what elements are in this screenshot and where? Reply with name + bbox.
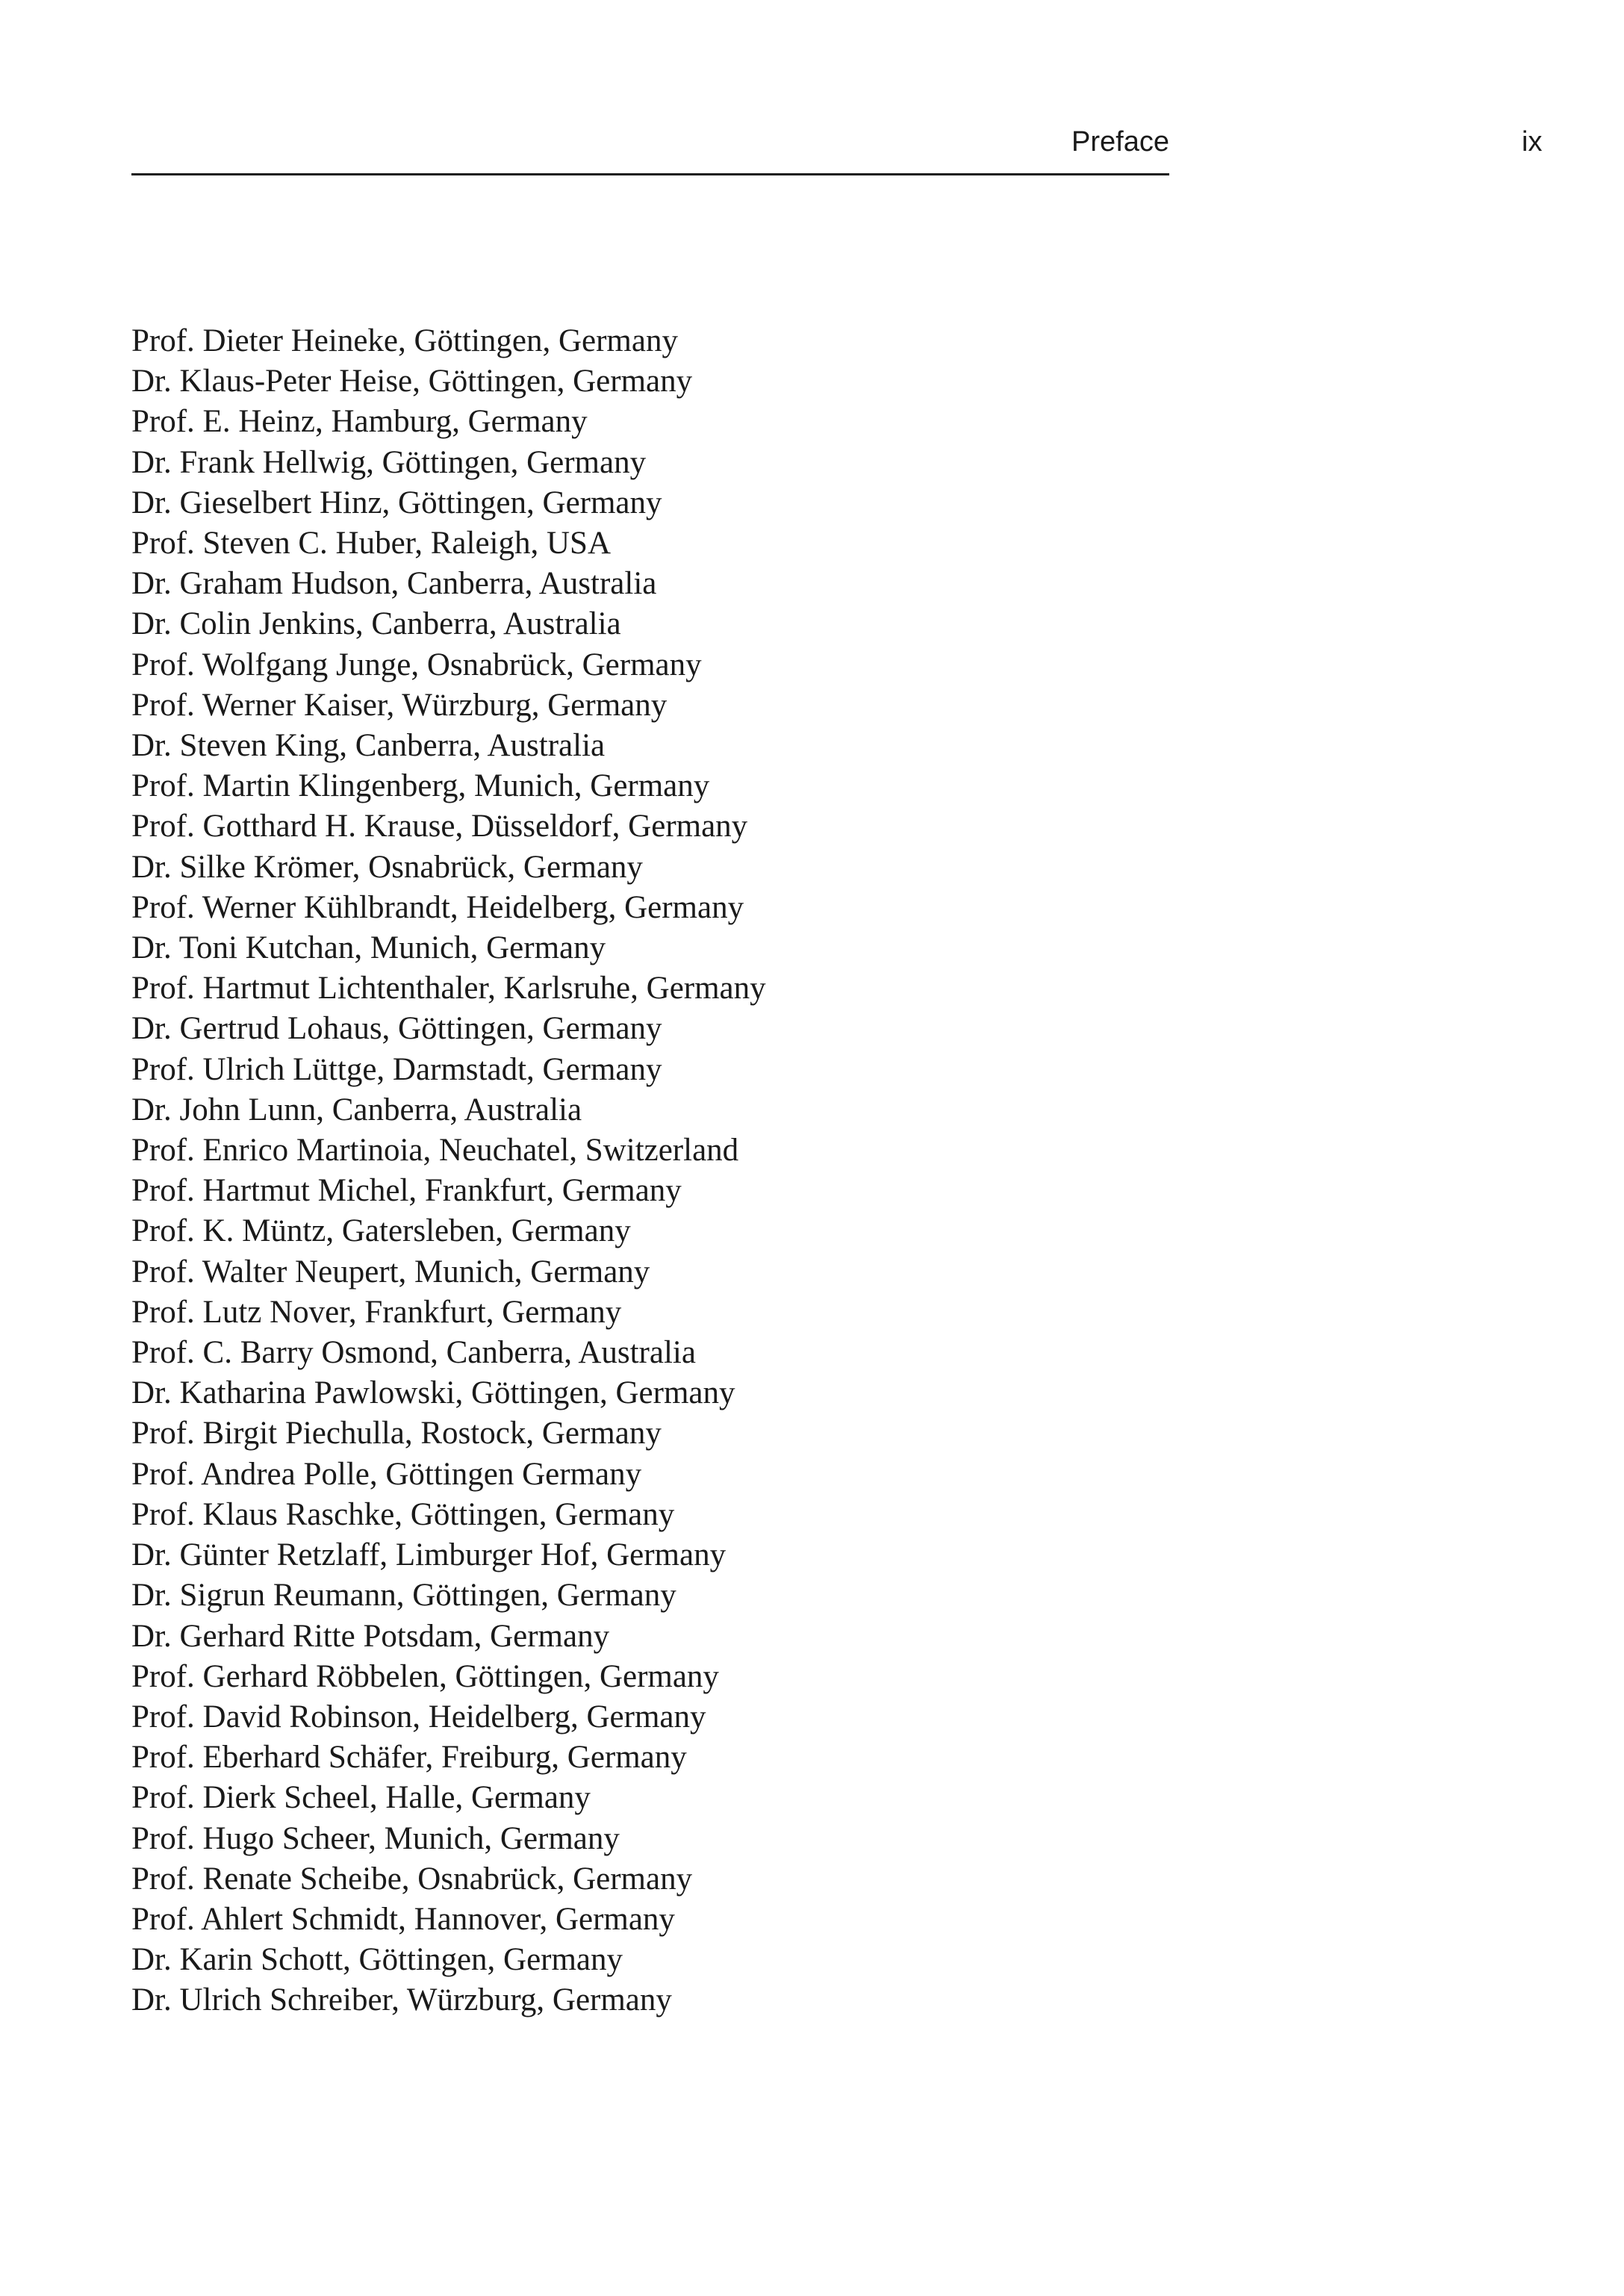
acknowledgement-entry: Prof. K. Müntz, Gatersleben, Germany (131, 1213, 631, 1249)
acknowledgement-entry: Dr. Gieselbert Hinz, Göttingen, Germany (131, 485, 662, 520)
acknowledgement-entry: Dr. Ulrich Schreiber, Würzburg, Germany (131, 1982, 672, 2018)
acknowledgement-entry: Prof. Ulrich Lüttge, Darmstadt, Germany (131, 1051, 662, 1087)
acknowledgement-entry: Prof. Hartmut Lichtenthaler, Karlsruhe, Germany (131, 971, 766, 1007)
acknowledgement-entry: Dr. Karin Schott, Göttingen, Germany (131, 1942, 623, 1978)
acknowledgement-entry: Prof. Klaus Raschke, Göttingen, Germany (131, 1496, 675, 1532)
acknowledgement-list (131, 321, 766, 2021)
acknowledgement-entry: Prof. Ahlert Schmidt, Hannover, Germany (131, 1901, 675, 1937)
acknowledgement-entry: Dr. Katharina Pawlowski, Göttingen, Germany (131, 1375, 735, 1411)
acknowledgement-entry: Prof. Lutz Nover, Frankfurt, Germany (131, 1294, 622, 1330)
acknowledgement-entry: Dr. Graham Hudson, Canberra, Australia (131, 566, 657, 602)
acknowledgement-entry: Dr. John Lunn, Canberra, Australia (131, 1092, 582, 1127)
acknowledgement-entry: Dr. Frank Hellwig, Göttingen, Germany (131, 444, 647, 480)
acknowledgement-entry: Prof. Dierk Scheel, Halle, Germany (131, 1780, 591, 1816)
acknowledgement-entry: Dr. Silke Krömer, Osnabrück, Germany (131, 849, 643, 885)
acknowledgement-entry: Prof. Eberhard Schäfer, Freiburg, Germany (131, 1740, 687, 1776)
acknowledgement-entry: Dr. Colin Jenkins, Canberra, Australia (131, 606, 621, 642)
acknowledgement-entry: Dr. Günter Retzlaff, Limburger Hof, Germany (131, 1537, 727, 1573)
section-title: Preface (1071, 126, 1169, 158)
acknowledgement-entry: Prof. Werner Kaiser, Würzburg, Germany (131, 687, 668, 723)
acknowledgement-entry: Dr. Steven King, Canberra, Australia (131, 728, 606, 764)
acknowledgement-entry: Prof. Enrico Martinoia, Neuchatel, Switzerland (131, 1133, 739, 1169)
acknowledgement-entry: Prof. Renate Scheibe, Osnabrück, Germany (131, 1861, 693, 1897)
acknowledgement-entry: Prof. C. Barry Osmond, Canberra, Australia (131, 1335, 696, 1371)
acknowledgement-entry: Prof. E. Heinz, Hamburg, Germany (131, 404, 588, 440)
acknowledgement-entry: Prof. Werner Kühlbrandt, Heidelberg, Germany (131, 889, 744, 925)
acknowledgement-entry: Prof. Gotthard H. Krause, Düsseldorf, Germany (131, 809, 748, 844)
acknowledgement-entry: Dr. Gerhard Ritte Potsdam, Germany (131, 1618, 610, 1654)
page-number: ix (1522, 126, 1543, 158)
acknowledgement-entry: Prof. Hartmut Michel, Frankfurt, Germany (131, 1173, 682, 1209)
acknowledgement-entry: Prof. Martin Klingenberg, Munich, Germany (131, 768, 710, 804)
acknowledgement-entry: Dr. Gertrud Lohaus, Göttingen, Germany (131, 1011, 662, 1047)
acknowledgement-entry: Prof. Wolfgang Junge, Osnabrück, Germany (131, 647, 702, 682)
acknowledgement-entry: Prof. Birgit Piechulla, Rostock, Germany (131, 1416, 662, 1452)
acknowledgement-entry: Prof. Steven C. Huber, Raleigh, USA (131, 526, 612, 561)
acknowledgement-entry: Prof. Andrea Polle, Göttingen Germany (131, 1456, 642, 1492)
acknowledgement-entry: Prof. Dieter Heineke, Göttingen, Germany (131, 323, 678, 358)
acknowledgement-entry: Prof. David Robinson, Heidelberg, Germany (131, 1699, 706, 1735)
acknowledgement-entry: Dr. Toni Kutchan, Munich, Germany (131, 930, 606, 966)
acknowledgement-entry: Prof. Gerhard Röbbelen, Göttingen, Germany (131, 1658, 719, 1694)
acknowledgement-entry: Dr. Klaus-Peter Heise, Göttingen, Germany (131, 364, 693, 399)
acknowledgement-entry: Prof. Hugo Scheer, Munich, Germany (131, 1820, 620, 1856)
acknowledgement-entry: Prof. Walter Neupert, Munich, Germany (131, 1254, 650, 1289)
acknowledgement-entry: Dr. Sigrun Reumann, Göttingen, Germany (131, 1578, 676, 1614)
running-head (131, 122, 1169, 175)
